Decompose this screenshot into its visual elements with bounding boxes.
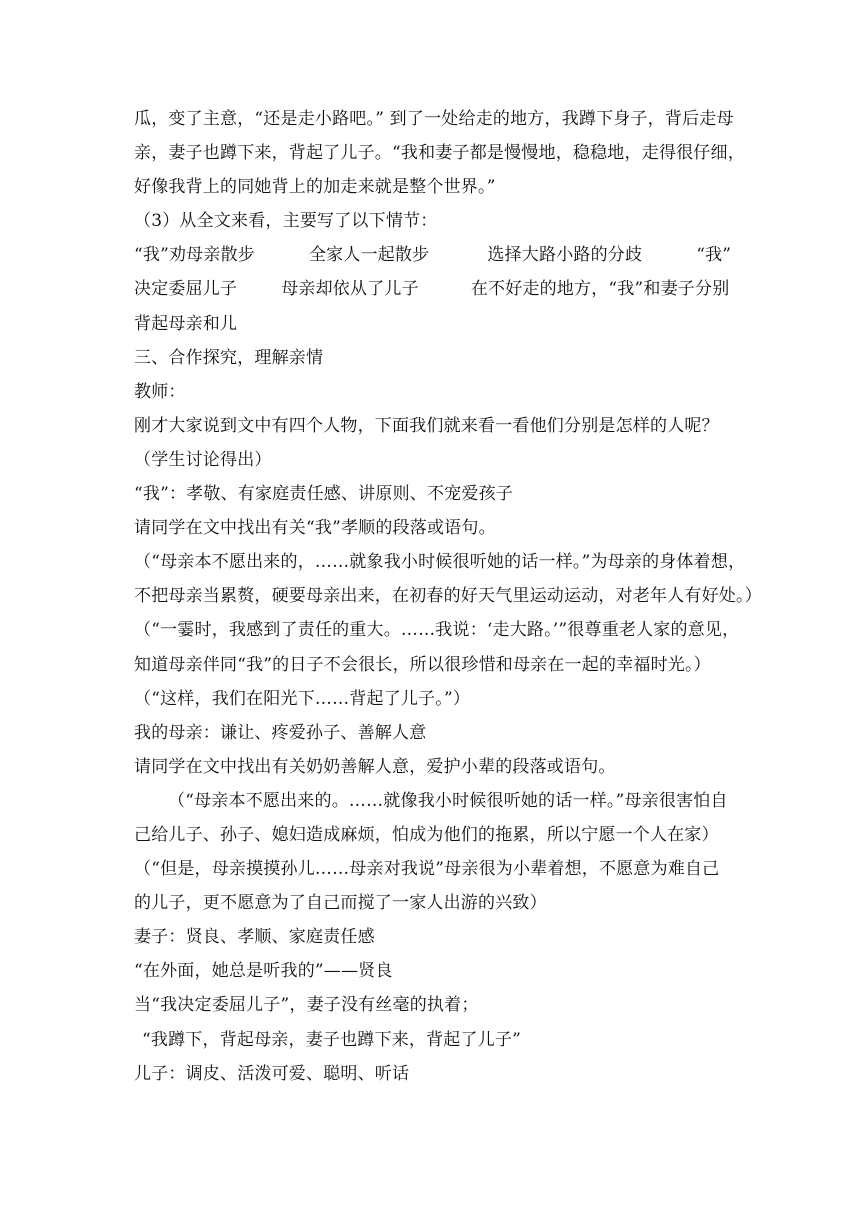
text-line: “我”：孝敬、有家庭责任感、讲原则、不宠爱孩子 (134, 484, 513, 505)
document-body (134, 102, 762, 1091)
text-line: （“这样，我们在阳光下……背起了儿子。”） (134, 688, 471, 709)
plot-item: “我”劝母亲散步 (134, 245, 255, 266)
plot-item: 全家人一起散步 (308, 245, 430, 266)
text-line: “在外面，她总是听我的”——贤良 (134, 961, 393, 982)
section-heading: （3）从全文来看，主要写了以下情节： (134, 211, 438, 232)
text-line: “我蹲下，背起母亲，妻子也蹲下来，背起了儿子” (142, 1029, 521, 1050)
text-line: 瓜，变了主意，“还是走小路吧。” 到了一处给走的地方，我蹲下身子，背后走母 (134, 109, 734, 129)
text-line: （“一霎时，我感到了责任的重大。……我说：‘走大路。’”很尊重老人家的意见， (134, 620, 740, 641)
plot-sequence-row-2 (134, 272, 754, 306)
plot-item: “我” (696, 245, 732, 266)
plot-item: 决定委屈儿子 (134, 279, 238, 300)
text-line: 当“我决定委屈儿子”，妻子没有丝毫的执着； (134, 995, 479, 1016)
text-line: （“但是，母亲摸摸孙儿……母亲对我说”母亲很为小辈着想，不愿意为难自己 (134, 859, 720, 880)
section-heading: 三、合作探究，理解亲情 (134, 347, 324, 368)
text-line: 请同学在文中找出有关“我”孝顺的段落或语句。 (134, 518, 496, 539)
text-line: 知道母亲伴同“我”的日子不会很长，所以很珍惜和母亲在一起的幸福时光。） (134, 654, 711, 675)
text-line: 刚才大家说到文中有四个人物，下面我们就来看一看他们分别是怎样的人呢？ (134, 415, 719, 436)
plot-item: 母亲却依从了儿子 (281, 279, 419, 300)
plot-sequence-row-1 (134, 238, 754, 272)
text-line: （“母亲本不愿出来的，……就象我小时候很听她的话一样。”为母亲的身体着想， (134, 552, 746, 573)
text-line: 不把母亲当累赘，硬要母亲出来，在初春的好天气里运动运动，对老年人有好处。） (134, 586, 762, 607)
text-line: 请同学在文中找出有关奶奶善解人意，爱护小辈的段落或语句。 (134, 756, 616, 777)
plot-item: 在不好走的地方，“我”和妻子分别 (470, 279, 730, 300)
text-line: 好像我背上的同她背上的加走来就是整个世界。” (134, 177, 496, 198)
text-line: 教师： (134, 381, 186, 402)
text-line: 我的母亲：谦让、疼爱孙子、善解人意 (134, 722, 427, 743)
text-line: 妻子：贤良、孝顺、家庭责任感 (134, 927, 375, 948)
text-line: 背起母亲和儿 (134, 313, 238, 334)
text-line: 亲，妻子也蹲下来，背起了儿子。“我和妻子都是慢慢地，稳稳地，走得很仔细， (134, 143, 745, 164)
plot-item: 选择大路小路的分歧 (487, 245, 643, 266)
text-line: 儿子：调皮、活泼可爱、聪明、听话 (134, 1063, 410, 1084)
text-line: 的儿子，更不愿意为了自己而搅了一家人出游的兴致） (134, 893, 547, 914)
text-line: 己给儿子、孙子、媳妇造成麻烦，怕成为他们的拖累，所以宁愿一个人在家） (134, 824, 719, 845)
text-line: （“母亲本不愿出来的。……就像我小时候很听她的话一样。”母亲很害怕自 (168, 790, 728, 811)
text-line: （学生讨论得出） (134, 449, 272, 470)
